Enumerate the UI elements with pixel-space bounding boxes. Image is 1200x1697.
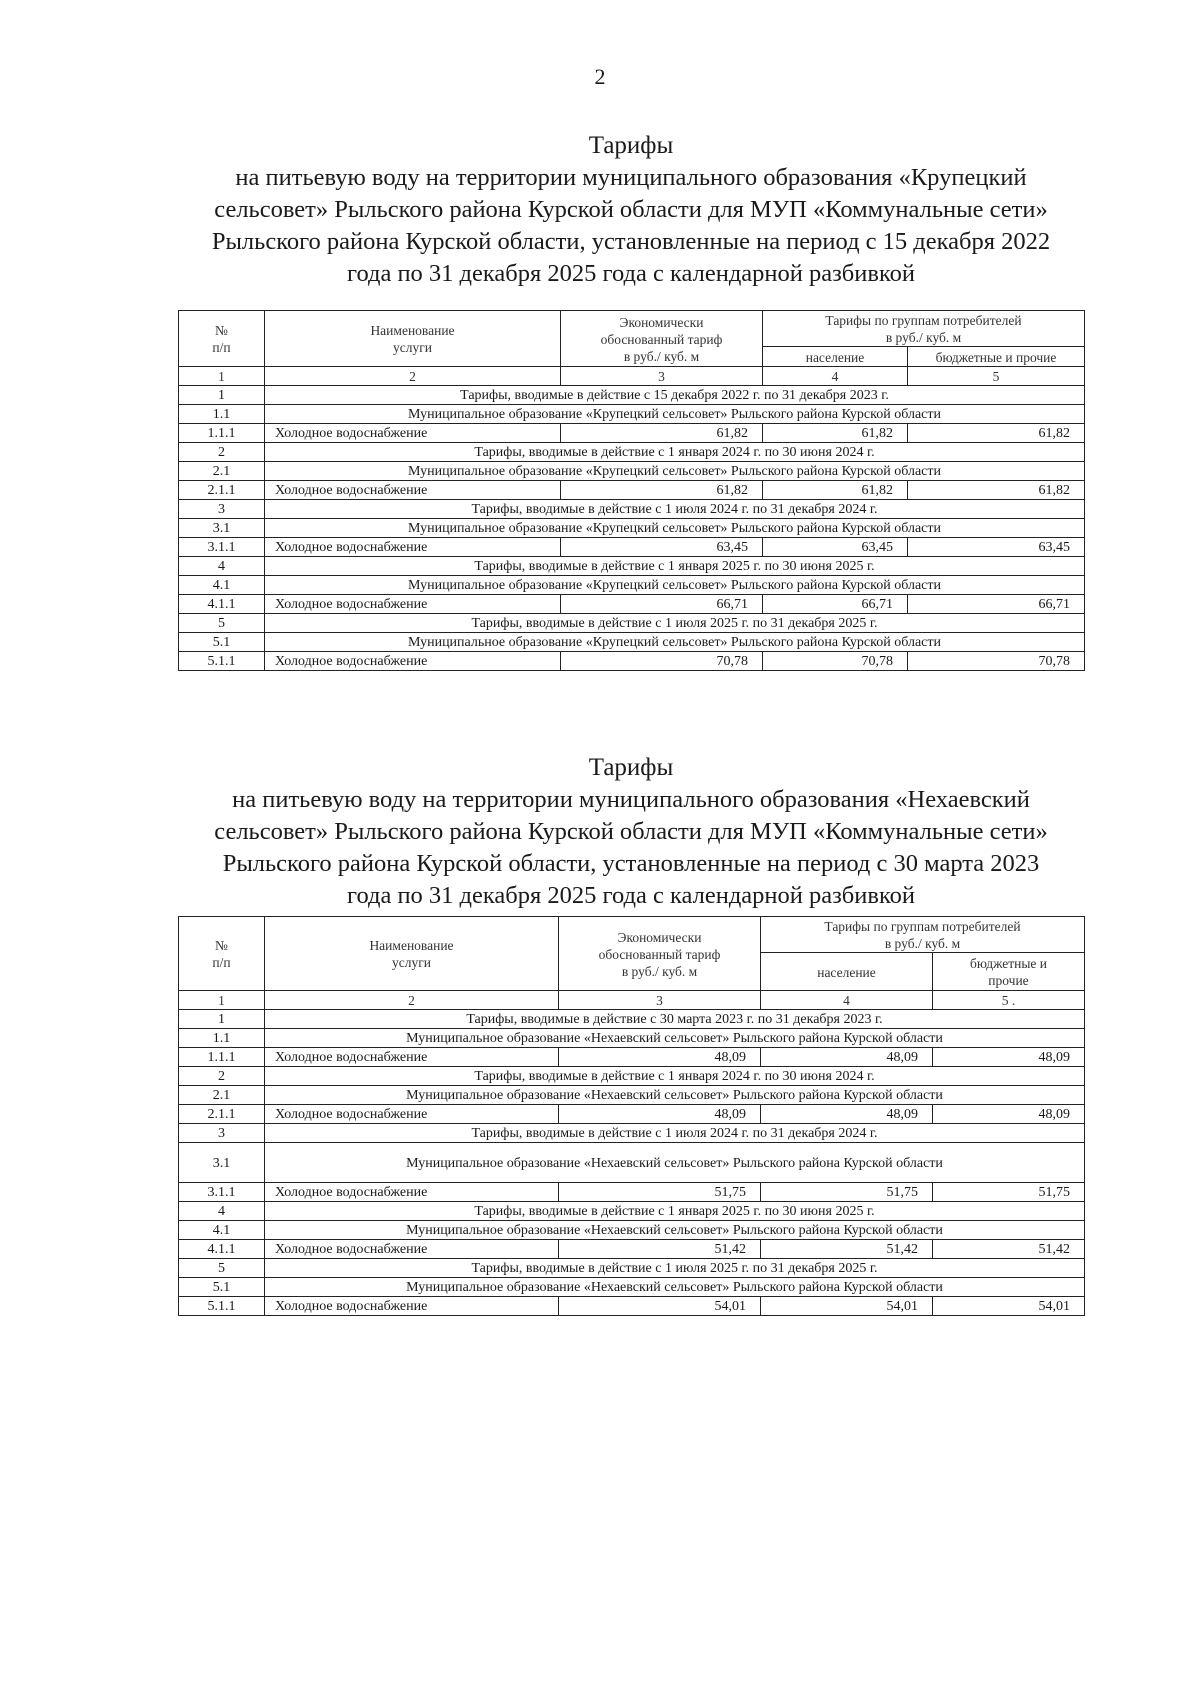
row-number: 1.1.1 bbox=[179, 1048, 265, 1067]
table-row bbox=[179, 1105, 1085, 1124]
period-heading: Тарифы, вводимые в действие с 15 декабря 2022 г. по 31 декабря 2023 г. bbox=[265, 386, 1085, 405]
section-subtitle bbox=[178, 162, 1084, 290]
period-heading: Тарифы, вводимые в действие с 1 июля 2025 г. по 31 декабря 2025 г. bbox=[265, 1259, 1085, 1278]
subtitle-line: сельсовет» Рыльского района Курской области для МУП «Коммунальные сети» bbox=[214, 818, 1048, 845]
table-row bbox=[179, 557, 1085, 576]
table-row bbox=[179, 519, 1085, 538]
row-number: 4.1.1 bbox=[179, 1240, 265, 1259]
municipality-heading: Муниципальное образование «Крупецкий сельсовет» Рыльского района Курской области bbox=[265, 462, 1085, 481]
header-num: № п/п bbox=[179, 917, 265, 991]
row-number: 4.1.1 bbox=[179, 595, 265, 614]
header-index: 4 bbox=[763, 367, 908, 386]
table-row bbox=[179, 443, 1085, 462]
economic-tariff-value: 48,09 bbox=[559, 1048, 761, 1067]
budget-tariff-value: 51,42 bbox=[933, 1240, 1085, 1259]
table-row bbox=[179, 1259, 1085, 1278]
period-heading: Тарифы, вводимые в действие с 1 июля 2024 г. по 31 декабря 2024 г. bbox=[265, 500, 1085, 519]
economic-tariff-value: 66,71 bbox=[561, 595, 763, 614]
table-row bbox=[179, 538, 1085, 557]
service-name: Холодное водоснабжение bbox=[265, 1297, 559, 1316]
service-name: Холодное водоснабжение bbox=[265, 481, 561, 500]
period-heading: Тарифы, вводимые в действие с 1 июля 2024 г. по 31 декабря 2024 г. bbox=[265, 1124, 1085, 1143]
header-index: 5 bbox=[908, 367, 1085, 386]
tariff-table bbox=[178, 310, 1085, 671]
service-name: Холодное водоснабжение bbox=[265, 424, 561, 443]
table-row bbox=[179, 1067, 1085, 1086]
header-num: № п/п bbox=[179, 311, 265, 367]
budget-tariff-value: 54,01 bbox=[933, 1297, 1085, 1316]
header-index: 3 bbox=[561, 367, 763, 386]
budget-tariff-value: 48,09 bbox=[933, 1048, 1085, 1067]
table-row bbox=[179, 1240, 1085, 1259]
row-number: 1.1 bbox=[179, 1029, 265, 1048]
period-heading: Тарифы, вводимые в действие с 1 января 2025 г. по 30 июня 2025 г. bbox=[265, 557, 1085, 576]
table-row bbox=[179, 1202, 1085, 1221]
header-index: 5 . bbox=[933, 991, 1085, 1010]
service-name: Холодное водоснабжение bbox=[265, 1183, 559, 1202]
service-name: Холодное водоснабжение bbox=[265, 595, 561, 614]
population-tariff-value: 51,75 bbox=[761, 1183, 933, 1202]
header-index: 4 bbox=[761, 991, 933, 1010]
economic-tariff-value: 63,45 bbox=[561, 538, 763, 557]
economic-tariff-value: 48,09 bbox=[559, 1105, 761, 1124]
header-index: 1 bbox=[179, 367, 265, 386]
municipality-heading: Муниципальное образование «Крупецкий сельсовет» Рыльского района Курской области bbox=[265, 519, 1085, 538]
header-population: население bbox=[761, 953, 933, 991]
service-name: Холодное водоснабжение bbox=[265, 1240, 559, 1259]
subtitle-line: Рыльского района Курской области, установленные на период с 30 марта 2023 bbox=[222, 850, 1040, 877]
economic-tariff-value: 51,42 bbox=[559, 1240, 761, 1259]
row-number: 5 bbox=[179, 1259, 265, 1278]
municipality-heading: Муниципальное образование «Нехаевский сельсовет» Рыльского района Курской области bbox=[265, 1278, 1085, 1297]
row-number: 1.1.1 bbox=[179, 424, 265, 443]
row-number: 5.1.1 bbox=[179, 652, 265, 671]
header-budget: бюджетные и прочие bbox=[908, 347, 1085, 367]
table-row bbox=[179, 1297, 1085, 1316]
tariff-table-header bbox=[179, 917, 1085, 1010]
row-number: 1 bbox=[179, 1010, 265, 1029]
population-tariff-value: 54,01 bbox=[761, 1297, 933, 1316]
economic-tariff-value: 51,75 bbox=[559, 1183, 761, 1202]
table-row bbox=[179, 614, 1085, 633]
budget-tariff-value: 51,75 bbox=[933, 1183, 1085, 1202]
row-number: 2.1 bbox=[179, 1086, 265, 1105]
row-number: 5.1 bbox=[179, 633, 265, 652]
row-number: 2 bbox=[179, 1067, 265, 1086]
section-subtitle bbox=[178, 784, 1084, 912]
row-number: 3.1.1 bbox=[179, 538, 265, 557]
table-row bbox=[179, 462, 1085, 481]
service-name: Холодное водоснабжение bbox=[265, 1105, 559, 1124]
population-tariff-value: 51,42 bbox=[761, 1240, 933, 1259]
header-index: 1 bbox=[179, 991, 265, 1010]
row-number: 5 bbox=[179, 614, 265, 633]
municipality-heading: Муниципальное образование «Нехаевский сельсовет» Рыльского района Курской области bbox=[265, 1221, 1085, 1240]
population-tariff-value: 63,45 bbox=[763, 538, 908, 557]
header-consumer-groups: Тарифы по группам потребителей в руб./ куб. м bbox=[763, 311, 1085, 347]
table-row bbox=[179, 652, 1085, 671]
row-number: 4 bbox=[179, 1202, 265, 1221]
budget-tariff-value: 61,82 bbox=[908, 481, 1085, 500]
row-number: 4.1 bbox=[179, 1221, 265, 1240]
table-row bbox=[179, 424, 1085, 443]
row-number: 3 bbox=[179, 1124, 265, 1143]
period-heading: Тарифы, вводимые в действие с 1 января 2024 г. по 30 июня 2024 г. bbox=[265, 443, 1085, 462]
section-title: Тарифы bbox=[588, 754, 674, 781]
economic-tariff-value: 54,01 bbox=[559, 1297, 761, 1316]
row-number: 5.1.1 bbox=[179, 1297, 265, 1316]
row-number: 2.1.1 bbox=[179, 1105, 265, 1124]
economic-tariff-value: 61,82 bbox=[561, 481, 763, 500]
tariff-table-body bbox=[179, 386, 1085, 671]
population-tariff-value: 66,71 bbox=[763, 595, 908, 614]
budget-tariff-value: 63,45 bbox=[908, 538, 1085, 557]
row-number: 3.1 bbox=[179, 1143, 265, 1183]
population-tariff-value: 48,09 bbox=[761, 1048, 933, 1067]
budget-tariff-value: 61,82 bbox=[908, 424, 1085, 443]
subtitle-line: на питьевую воду на территории муниципального образования «Нехаевский bbox=[232, 786, 1030, 813]
period-heading: Тарифы, вводимые в действие с 1 января 2024 г. по 30 июня 2024 г. bbox=[265, 1067, 1085, 1086]
row-number: 4 bbox=[179, 557, 265, 576]
header-service-name: Наименование услуги bbox=[265, 917, 559, 991]
economic-tariff-value: 61,82 bbox=[561, 424, 763, 443]
service-name: Холодное водоснабжение bbox=[265, 1048, 559, 1067]
tariff-table bbox=[178, 916, 1085, 1316]
table-row bbox=[179, 1278, 1085, 1297]
row-number: 3 bbox=[179, 500, 265, 519]
table-row bbox=[179, 1143, 1085, 1183]
subtitle-line: на питьевую воду на территории муниципального образования «Крупецкий bbox=[235, 164, 1027, 191]
period-heading: Тарифы, вводимые в действие с 30 марта 2023 г. по 31 декабря 2023 г. bbox=[265, 1010, 1085, 1029]
table-row bbox=[179, 1221, 1085, 1240]
municipality-heading: Муниципальное образование «Нехаевский сельсовет» Рыльского района Курской области bbox=[265, 1029, 1085, 1048]
table-row bbox=[179, 1010, 1085, 1029]
service-name: Холодное водоснабжение bbox=[265, 538, 561, 557]
table-row bbox=[179, 500, 1085, 519]
table-row bbox=[179, 576, 1085, 595]
budget-tariff-value: 66,71 bbox=[908, 595, 1085, 614]
header-consumer-groups: Тарифы по группам потребителей в руб./ куб. м bbox=[761, 917, 1085, 953]
row-number: 3.1 bbox=[179, 519, 265, 538]
tariff-table-body bbox=[179, 1010, 1085, 1316]
table-row bbox=[179, 1086, 1085, 1105]
tariff-table-header bbox=[179, 311, 1085, 386]
economic-tariff-value: 70,78 bbox=[561, 652, 763, 671]
tariff-section-krupetsky bbox=[178, 130, 1084, 671]
population-tariff-value: 48,09 bbox=[761, 1105, 933, 1124]
header-index: 2 bbox=[265, 367, 561, 386]
header-service-name: Наименование услуги bbox=[265, 311, 561, 367]
table-row bbox=[179, 1048, 1085, 1067]
header-index: 2 bbox=[265, 991, 559, 1010]
header-economic-tariff: Экономически обоснованный тариф в руб./ куб. м bbox=[559, 917, 761, 991]
population-tariff-value: 61,82 bbox=[763, 424, 908, 443]
table-row bbox=[179, 481, 1085, 500]
row-number: 1 bbox=[179, 386, 265, 405]
row-number: 5.1 bbox=[179, 1278, 265, 1297]
table-row bbox=[179, 633, 1085, 652]
row-number: 2 bbox=[179, 443, 265, 462]
subtitle-line: сельсовет» Рыльского района Курской области для МУП «Коммунальные сети» bbox=[214, 196, 1048, 223]
row-number: 4.1 bbox=[179, 576, 265, 595]
section-title: Тарифы bbox=[588, 132, 674, 159]
table-row bbox=[179, 386, 1085, 405]
tariff-section-nekhaevsky bbox=[178, 752, 1084, 1316]
population-tariff-value: 61,82 bbox=[763, 481, 908, 500]
population-tariff-value: 70,78 bbox=[763, 652, 908, 671]
table-row bbox=[179, 1029, 1085, 1048]
budget-tariff-value: 70,78 bbox=[908, 652, 1085, 671]
row-number: 2.1.1 bbox=[179, 481, 265, 500]
municipality-heading: Муниципальное образование «Нехаевский сельсовет» Рыльского района Курской области bbox=[265, 1143, 1085, 1183]
budget-tariff-value: 48,09 bbox=[933, 1105, 1085, 1124]
header-budget: бюджетные и прочие bbox=[933, 953, 1085, 991]
header-economic-tariff: Экономически обоснованный тариф в руб./ куб. м bbox=[561, 311, 763, 367]
row-number: 2.1 bbox=[179, 462, 265, 481]
table-row bbox=[179, 1124, 1085, 1143]
subtitle-line: года по 31 декабря 2025 года с календарной разбивкой bbox=[347, 882, 915, 909]
table-row bbox=[179, 595, 1085, 614]
table-row bbox=[179, 405, 1085, 424]
municipality-heading: Муниципальное образование «Крупецкий сельсовет» Рыльского района Курской области bbox=[265, 405, 1085, 424]
subtitle-line: Рыльского района Курской области, установленные на период с 15 декабря 2022 bbox=[211, 228, 1051, 255]
header-population: население bbox=[763, 347, 908, 367]
subtitle-line: года по 31 декабря 2025 года с календарной разбивкой bbox=[347, 260, 915, 287]
page-number: 2 bbox=[594, 64, 606, 89]
municipality-heading: Муниципальное образование «Крупецкий сельсовет» Рыльского района Курской области bbox=[265, 576, 1085, 595]
table-row bbox=[179, 1183, 1085, 1202]
municipality-heading: Муниципальное образование «Крупецкий сельсовет» Рыльского района Курской области bbox=[265, 633, 1085, 652]
header-index: 3 bbox=[559, 991, 761, 1010]
municipality-heading: Муниципальное образование «Нехаевский сельсовет» Рыльского района Курской области bbox=[265, 1086, 1085, 1105]
row-number: 3.1.1 bbox=[179, 1183, 265, 1202]
period-heading: Тарифы, вводимые в действие с 1 января 2025 г. по 30 июня 2025 г. bbox=[265, 1202, 1085, 1221]
row-number: 1.1 bbox=[179, 405, 265, 424]
service-name: Холодное водоснабжение bbox=[265, 652, 561, 671]
period-heading: Тарифы, вводимые в действие с 1 июля 2025 г. по 31 декабря 2025 г. bbox=[265, 614, 1085, 633]
